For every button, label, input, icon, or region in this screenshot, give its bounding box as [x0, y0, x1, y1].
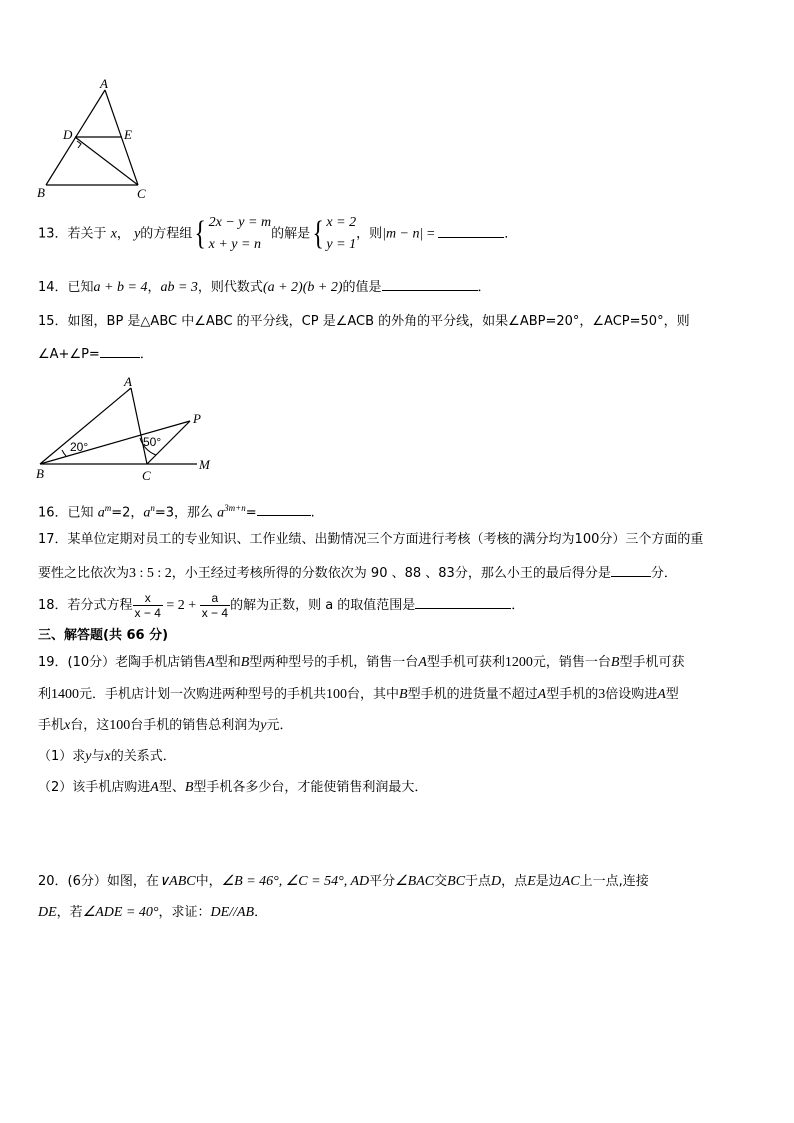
q20-bac: ∠BAC: [395, 874, 435, 889]
q14-prefix: 14．已知: [38, 280, 94, 295]
q19-l1e: 元，销售一台: [532, 655, 611, 670]
q19-l2g: 型: [665, 687, 679, 702]
q19-b3: B: [399, 687, 408, 702]
q14-end: ．: [477, 280, 491, 295]
answer-blank-13[interactable]: [438, 223, 504, 238]
question-15-line2: [38, 343, 153, 364]
bisector-bp: [40, 421, 190, 464]
label-m: M: [199, 457, 210, 472]
q18-suffix: 的解为正数，则 a 的取值范围是: [230, 598, 416, 613]
q19-s1x: x: [104, 749, 111, 764]
q20-l2b: ，若: [56, 905, 83, 920]
q19-l3a: 手机: [38, 718, 65, 733]
q18-mid: = 2 +: [162, 598, 200, 613]
q14-expr2: ab = 3: [160, 280, 198, 295]
q20-l1b: 中，: [195, 874, 222, 889]
q17-ratio: 3 : 5 : 2: [129, 566, 172, 581]
segment-dc: [75, 137, 138, 185]
q19-a4: A: [657, 687, 666, 702]
q20-l1h: 上一点,连接: [579, 874, 649, 889]
q19-l1d: 型手机可获利: [426, 655, 505, 670]
q20-par: DE//AB: [210, 905, 255, 920]
q18-f2-den: x − 4: [201, 606, 229, 620]
q18-f1-den: x − 4: [134, 606, 161, 620]
question-20-line1: [38, 873, 649, 891]
label-a: A: [124, 374, 132, 389]
answer-blank-15[interactable]: [100, 343, 140, 358]
q13-sol-text: 的解是: [271, 226, 311, 242]
system-brace: {: [194, 215, 207, 252]
q14-suffix: 的值是: [342, 280, 382, 295]
angle-20: 20°: [70, 440, 89, 454]
q19-y: y: [260, 718, 267, 733]
q19-n1400: 1400: [51, 687, 80, 702]
q20-e: E: [527, 874, 536, 889]
q20-l1e: 于点: [465, 874, 492, 889]
label-c: C: [137, 186, 146, 201]
label-b: B: [37, 185, 45, 200]
q16-a2: a: [143, 505, 151, 521]
q20-d: D: [491, 874, 502, 889]
question-19-sub1: [38, 748, 176, 766]
q16-prefix: 16．已知: [38, 505, 98, 521]
q19-s2b: 型、: [158, 780, 185, 795]
q16-t4: =3，那么: [154, 505, 218, 521]
q14-sep: ，: [147, 280, 161, 295]
q16-t6: =: [245, 505, 257, 521]
label-p: P: [193, 411, 201, 426]
question-14: [38, 276, 491, 297]
q19-s1a: （1）求: [38, 749, 86, 764]
q16-a3: a: [217, 505, 225, 521]
q19-s1c: 的关系式．: [110, 749, 176, 764]
q18-fraction-2: [200, 591, 230, 620]
q19-s2-a: A: [150, 780, 159, 795]
q15-end: ．: [139, 347, 153, 362]
side-ac: [131, 388, 147, 464]
label-a: A: [100, 76, 108, 91]
q20-de: DE: [38, 905, 57, 920]
q13-sol2: y = 1: [326, 237, 357, 252]
q19-s1b: 与: [91, 749, 105, 764]
q13-system: [209, 212, 271, 256]
q20-l2c: ，求证：: [158, 905, 211, 920]
q19-s1y: y: [85, 749, 92, 764]
q19-n1200: 1200: [504, 655, 533, 670]
q13-eq2: x + y = n: [208, 237, 261, 252]
q20-ade: ∠ADE = 40°: [82, 905, 159, 920]
label-e: E: [124, 127, 132, 142]
q14-expr1: a + b = 4: [93, 280, 148, 295]
angle-arc-b: [62, 450, 66, 456]
q19-x: x: [64, 718, 71, 733]
section-title-3: 三、解答题(共 66 分): [38, 628, 169, 643]
q20-ac: AC: [561, 874, 580, 889]
q19-n100: 100: [326, 687, 348, 702]
question-17-line2: [38, 562, 677, 583]
angle-50: 50°: [143, 435, 162, 449]
label-b: B: [36, 466, 44, 481]
question-19-sub2: [38, 779, 427, 797]
q19-l2b: 元．手机店计划一次购进两种型号的手机共: [79, 687, 327, 702]
q19-l2a: 利: [38, 687, 52, 702]
q13-abs: |m − n|: [382, 226, 424, 242]
q19-s2a: （2）该手机店购进: [38, 780, 151, 795]
q17-line2a: 要性之比依次为: [38, 566, 130, 581]
q16-exp-3mn: 3m+n: [224, 503, 246, 513]
question-16: [38, 499, 315, 522]
q19-l2e: 型手机的: [546, 687, 599, 702]
q14-mid: ，则代数式: [197, 280, 263, 295]
q14-expr3: (a + 2)(b + 2): [262, 280, 343, 295]
q20-eq1: ∠B = 46°, ∠C = 54°, AD: [221, 874, 370, 889]
q13-sol1: x = 2: [326, 215, 357, 230]
q13-end: ．: [504, 226, 518, 242]
q13-comma: ，: [116, 226, 130, 242]
q19-b1: B: [240, 655, 250, 670]
answer-blank-18[interactable]: [415, 594, 511, 609]
q20-l1a: 20．(6分）如图，在: [38, 874, 159, 889]
q19-b2: B: [610, 655, 620, 670]
q20-l1d: 交: [434, 874, 448, 889]
q19-s2c: 型手机各多少台，才能使销售利润最大．: [193, 780, 428, 795]
figure-triangle-de: [30, 76, 160, 201]
q18-f2-num: a: [200, 591, 230, 606]
q15-line2: ∠A+∠P=: [38, 347, 100, 362]
q19-n100b: 100: [109, 718, 131, 733]
question-17-line1: 17．某单位定期对员工的专业知识、工作业绩、出勤情况三个方面进行考核（考核的满分均为100分）三个方面的重: [38, 532, 704, 547]
question-15-line1: 15．如图，BP 是△ABC 中∠ABC 的平分线，CP 是∠ACB 的外角的平分线，如果∠ABP=20°，∠ACP=50°，则: [38, 314, 690, 329]
label-c: C: [142, 468, 151, 483]
q13-eq1: 2x − y = m: [208, 215, 272, 230]
q19-a2: A: [418, 655, 427, 670]
q16-exp-n: n: [150, 503, 155, 513]
q16-end: .: [310, 505, 315, 521]
question-19-line1: [38, 654, 684, 672]
q19-s2-b: B: [184, 780, 194, 795]
q19-a3: A: [537, 687, 547, 702]
q19-l3b: 台，这: [70, 718, 110, 733]
q16-a1: a: [97, 505, 105, 521]
q19-l1a: 19．(10分）老陶手机店销售: [38, 655, 207, 670]
question-20-line2: [38, 904, 267, 922]
q20-tri: ∨ABC: [158, 874, 196, 889]
answer-blank-17[interactable]: [611, 562, 651, 577]
q19-n3: 3: [598, 687, 606, 702]
answer-blank-16[interactable]: [257, 501, 311, 516]
right-angle-mark: [77, 141, 81, 148]
solution-brace: {: [312, 215, 324, 252]
label-d: D: [63, 127, 73, 142]
q20-bc: BC: [447, 874, 466, 889]
q19-l3c: 台手机的销售总利润为: [130, 718, 261, 733]
q13-x: x: [110, 226, 117, 242]
q20-l1c: 平分: [369, 874, 396, 889]
q13-then: ，则: [356, 226, 383, 242]
q18-prefix: 18．若分式方程: [38, 598, 133, 613]
q19-a1: A: [206, 655, 215, 670]
q19-l2c: 台，其中: [347, 687, 400, 702]
q19-l3d: 元．: [266, 718, 293, 733]
figure-triangle-bisectors: [30, 372, 230, 488]
q13-y: y: [134, 226, 141, 242]
question-19-line2: [38, 686, 679, 704]
q19-l1b: 型和: [214, 655, 241, 670]
q16-t2: =2，: [111, 505, 144, 521]
q18-f1-num: x: [133, 591, 163, 606]
q17-line2c: 分．: [650, 566, 677, 581]
answer-blank-14[interactable]: [382, 276, 478, 291]
q20-l1f: ，点: [501, 874, 528, 889]
q13-eqsign: =: [423, 226, 439, 242]
question-18: [38, 588, 524, 624]
q13-solution: [326, 212, 356, 256]
q18-end: ．: [511, 598, 525, 613]
question-13: [38, 212, 517, 256]
q17-line2b: ，小王经过考核所得的分数依次为 90 、88 、83分，那么小王的最后得分是: [171, 566, 611, 581]
q13-prefix: 13．若关于: [38, 226, 107, 242]
q19-l2f: 倍设购进: [605, 687, 658, 702]
q18-fraction-1: [133, 591, 163, 620]
q16-exp-m: m: [104, 503, 112, 513]
q13-mid: 的方程组: [140, 226, 193, 242]
q19-l1c: 型两种型号的手机，销售一台: [249, 655, 419, 670]
question-19-line3: [38, 717, 293, 735]
q19-l2d: 型手机的进货量不超过: [407, 687, 538, 702]
q19-l1f: 型手机可获: [619, 655, 685, 670]
q20-l1g: 是边: [535, 874, 562, 889]
q20-l2d: ．: [254, 905, 268, 920]
